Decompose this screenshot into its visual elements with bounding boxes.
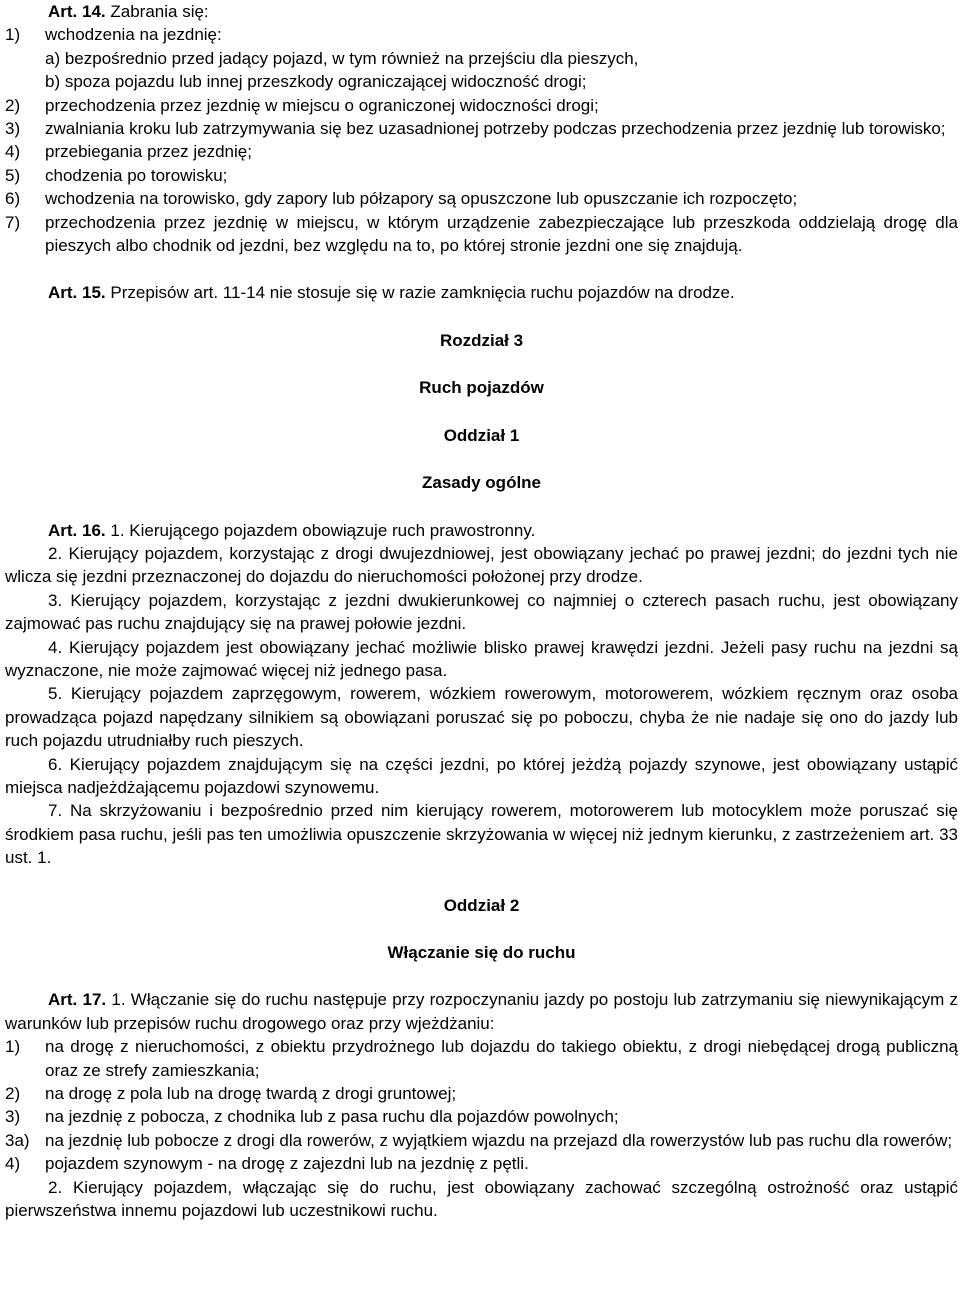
- item-text: przechodzenia przez jezdnię w miejscu o ograniczonej widoczności drogi;: [45, 95, 599, 115]
- item-text: na jezdnię lub pobocze z drogi dla rowerów, z wyjątkiem wjazdu na przejazd dla rowerzystów lub pas ruchu dla rowerów;: [45, 1130, 953, 1150]
- item-number: 4): [5, 142, 21, 162]
- article-label: Art. 17.: [48, 990, 107, 1010]
- item-text: przechodzenia przez jezdnię w miejscu, w którym urządzenie zabezpieczające lub przeszkoda oddzielają drogę dla pieszych albo chodnik od jezdni, bez względu na to, po której stronie jezdni one się znajdują.: [45, 212, 958, 256]
- paragraph-text: Kierujący pojazdem, korzystając z drogi dwujezdniowej, jest obowiązany jechać po prawej jezdni; do jezdni tych nie wlicza się jezdni przeznaczonej do dojazdu do nieruchomości położonej przy drodze.: [5, 543, 958, 587]
- article-text: Przepisów art. 11-14 nie stosuje się w razie zamknięcia ruchu pojazdów na drodze.: [110, 283, 735, 303]
- paragraph-text: Kierujący pojazdem, korzystając z jezdni dwukierunkowej co najmniej o czterech pasach ruchu, jest obowiązany zajmować pas ruchu znajdujący się na prawej połowie jezdni.: [5, 590, 958, 634]
- paragraph-text: Kierujący pojazdem zaprzęgowym, rowerem, wózkiem rowerowym, motorowerem, wózkiem ręcznym oraz osoba prowadząca pojazd napędzany silnikiem są obowiązani poruszać się po poboczu, chyba że nie nadaje się ono do jazdy lub ruch pojazdu utrudniałby ruch pieszych.: [5, 684, 958, 751]
- article-intro: Zabrania się:: [110, 2, 209, 21]
- list-item: [5, 164, 958, 187]
- item-text: na jezdnię z pobocza, z chodnika lub z pasa ruchu dla pojazdów powolnych;: [45, 1107, 619, 1127]
- paragraph-number: 7.: [48, 801, 63, 821]
- sub-item: a) bezpośrednio przed jadący pojazd, w tym również na przejściu dla pieszych,: [45, 48, 639, 68]
- chapter-subtitle: Ruch pojazdów: [419, 378, 544, 398]
- paragraph-number: 2.: [48, 1177, 63, 1197]
- paragraph: [5, 542, 958, 589]
- list-item: [5, 117, 958, 140]
- article-17-para-2: [5, 1176, 958, 1223]
- paragraph-number: 4.: [48, 637, 63, 657]
- article-17-para-1: [5, 988, 958, 1035]
- article-16-para-1: [5, 519, 958, 542]
- paragraph-text: Włączanie się do ruchu następuje przy rozpoczynaniu jazdy po postoju lub zatrzymaniu się niewynikającym z warunków lub przepisów ruchu drogowego oraz przy wjeżdżaniu:: [5, 990, 958, 1033]
- list-item: [5, 211, 958, 258]
- paragraph-text: Kierujący pojazdem, włączając się do ruchu, jest obowiązany zachować szczególną ostrożność oraz ustąpić pierwszeństwa innemu pojazdowi lub uczestnikowi ruchu.: [5, 1177, 958, 1221]
- article-14: [5, 0, 958, 257]
- item-number: 2): [5, 1084, 21, 1104]
- item-number: 3): [5, 119, 21, 139]
- item-text: wchodzenia na jezdnię:: [45, 25, 222, 45]
- item-text: zwalniania kroku lub zatrzymywania się bez uzasadnionej potrzeby podczas przechodzenia przez jezdnię lub torowisko;: [45, 119, 946, 139]
- list-item: [5, 140, 958, 163]
- item-text: pojazdem szynowym - na drogę z zajezdni lub na jezdnię z pętli.: [45, 1154, 529, 1174]
- section-subtitle: Włączanie się do ruchu: [387, 943, 576, 962]
- paragraph: [5, 589, 958, 636]
- paragraph: [5, 636, 958, 683]
- section-subtitle: Zasady ogólne: [421, 473, 542, 493]
- article-label: Art. 15.: [48, 283, 106, 303]
- item-text: chodzenia po torowisku;: [45, 165, 228, 185]
- list-item: [5, 1082, 958, 1105]
- item-text: na drogę z nieruchomości, z obiektu przydrożnego lub dojazdu do takiego obiektu, z drogi niebędącej drogą publiczną oraz ze strefy zamieszkania;: [45, 1037, 958, 1080]
- paragraph-text: Kierującego pojazdem obowiązuje ruch prawostronny.: [129, 520, 536, 540]
- item-text: na drogę z pola lub na drogę twardą z drogi gruntowej;: [45, 1084, 457, 1104]
- item-number: 1): [5, 25, 21, 45]
- list-item: [5, 23, 958, 46]
- item-text: wchodzenia na torowisko, gdy zapory lub półzapory są opuszczone lub opuszczanie ich rozpoczęto;: [45, 189, 798, 209]
- list-item: [5, 187, 958, 210]
- paragraph-text: Na skrzyżowaniu i bezpośrednio przed nim kierujący rowerem, motorowerem lub motocyklem może poruszać się środkiem pasa ruchu, jeśli pas ten umożliwia opuszczenie skrzyżowania w więcej niż jednym kierunku, z zastrzeżeniem art. 33 ust. 1.: [5, 801, 958, 868]
- item-number: 4): [5, 1154, 21, 1174]
- paragraph: [5, 682, 958, 752]
- article-17: [5, 988, 958, 1222]
- chapter-title: Rozdział 3: [439, 330, 524, 350]
- item-number: 3): [5, 1107, 21, 1127]
- article-16: [5, 519, 958, 870]
- sub-item: b) spoza pojazdu lub innej przeszkody ograniczającej widoczność drogi;: [45, 72, 587, 92]
- paragraph: [5, 799, 958, 869]
- item-text: przebiegania przez jezdnię;: [45, 142, 252, 162]
- item-number: 1): [5, 1037, 21, 1057]
- section-title: Oddział 2: [443, 895, 520, 915]
- paragraph: [5, 753, 958, 800]
- paragraph-number: 5.: [48, 684, 63, 704]
- item-number: 5): [5, 165, 21, 185]
- article-14-header: [5, 0, 958, 23]
- item-number: 6): [5, 189, 21, 209]
- paragraph-number: 6.: [48, 754, 63, 774]
- section-title: Oddział 1: [443, 425, 520, 445]
- item-number: 7): [5, 212, 21, 232]
- list-item: [5, 1152, 958, 1175]
- list-item: [5, 94, 958, 117]
- item-number: 2): [5, 95, 21, 115]
- article-label: Art. 16.: [48, 520, 106, 540]
- article-15: [5, 281, 958, 304]
- paragraph-number: 1.: [110, 520, 125, 540]
- paragraph-number: 3.: [48, 590, 63, 610]
- paragraph-number: 1.: [111, 990, 126, 1010]
- list-item: [5, 1129, 958, 1152]
- item-number: 3a): [5, 1130, 30, 1150]
- paragraph-number: 2.: [48, 543, 63, 563]
- paragraph-text: Kierujący pojazdem znajdującym się na części jezdni, po której jeżdżą pojazdy szynowe, jest obowiązany ustąpić miejsca nadjeżdżającemu pojazdowi szynowemu.: [5, 754, 958, 797]
- article-label: Art. 14.: [48, 2, 106, 21]
- list-item: [5, 1035, 958, 1082]
- list-item: [5, 1105, 958, 1128]
- paragraph-text: Kierujący pojazdem jest obowiązany jechać możliwie blisko prawej krawędzi jezdni. Jeżeli pasy ruchu na jezdni są wyznaczone, nie może zajmować więcej niż jednego pasa.: [5, 637, 958, 680]
